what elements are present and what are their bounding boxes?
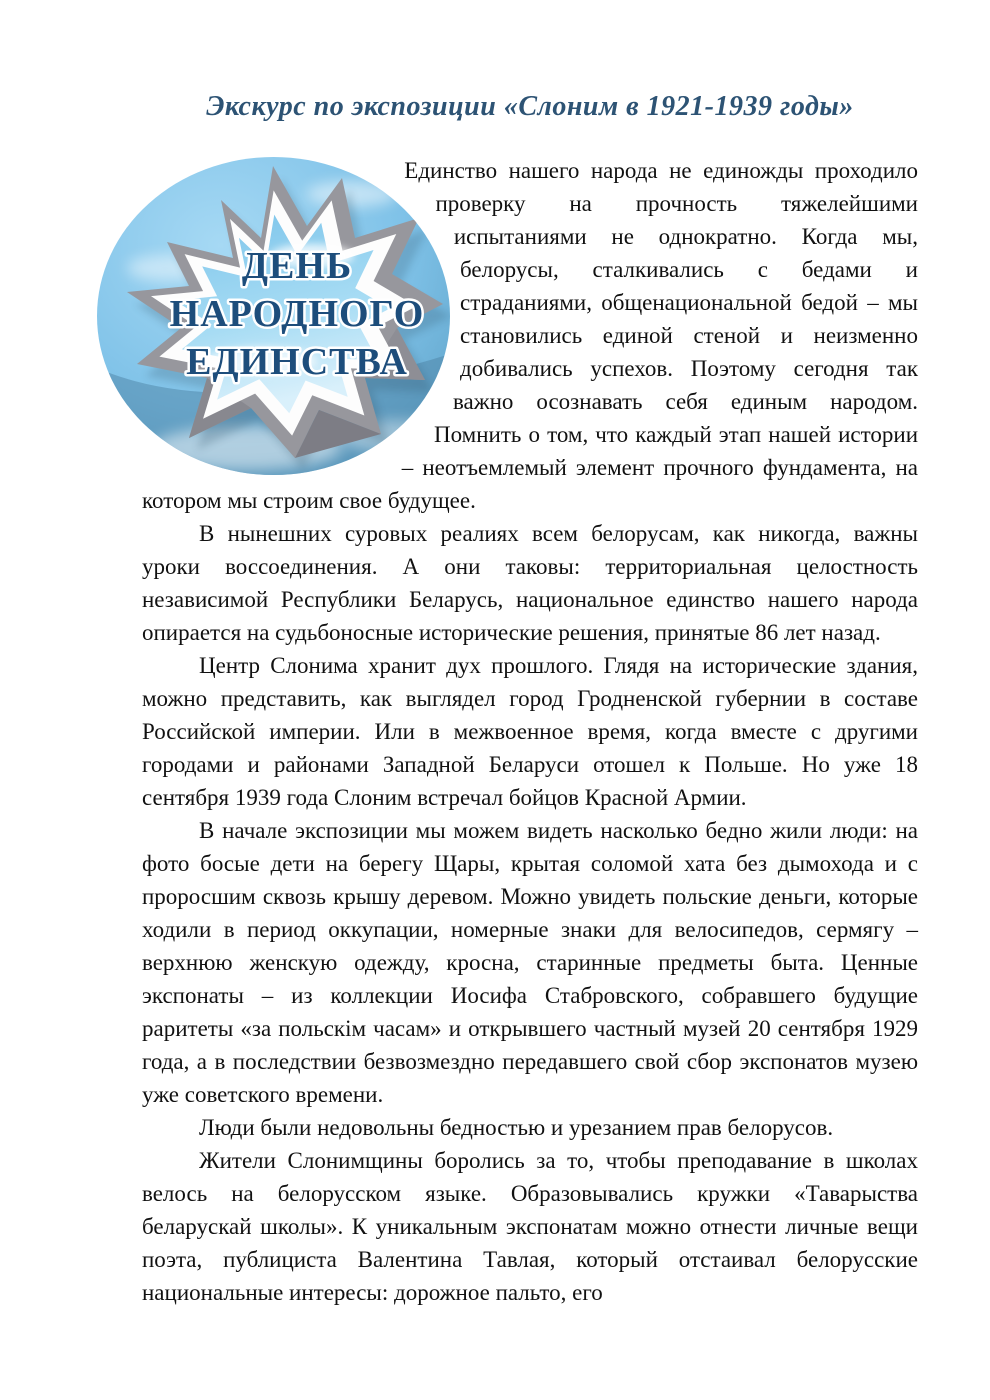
emblem-text-line3: ЕДИНСТВА xyxy=(186,341,408,383)
paragraph-reunification: В нынешних суровых реалиях всем белорусам, как никогда, важны уроки воссоединения. А они таковы: территориальная целостность независимой Республики Беларусь, национальное единство нашего народа опирается на судьбоносные исторические решения, принятые 86 лет назад. xyxy=(142,521,918,645)
paragraph-city-center: Центр Слонима хранит дух прошлого. Глядя на исторические здания, можно представить, как выглядел город Гродненской губернии в составе Российской империи. Или в межвоенное время, когда вместе с другими городами и районами Западной Беларуси отошел к Польше. Но уже 18 сентября 1939 года Слоним встречал бойцов Красной Армии. xyxy=(142,653,918,810)
page-title: Экскурс по экспозиции «Слоним в 1921-1939 годы» xyxy=(206,91,854,122)
national-unity-emblem xyxy=(97,156,450,476)
paragraph-schools: Жители Слонимщины боролись за то, чтобы преподавание в школах велось на белорусском языке. Образовывались кружки «Таварыства беларускай школы». К уникальным экспонатам можно отнести личные вещи поэта, публициста Валентина Тавлая, который отстаивал белорусские национальные интересы: дорожное пальто, его xyxy=(142,1148,918,1305)
document-body xyxy=(142,154,918,1309)
paragraph-discontent: Люди были недовольны бедностью и урезанием прав белорусов. xyxy=(199,1115,834,1140)
paragraph-exposition: В начале экспозиции мы можем видеть насколько бедно жили люди: на фото босые дети на берегу Щары, крытая соломой хата без дымохода и с проросшим сквозь крышу деревом. Можно увидеть польские деньги, которые ходили в период оккупации, номерные знаки для велосипедов, сермягу – верхнюю женскую одежду, кросна, старинные предметы быта. Ценные экспонаты – из коллекции Иосифа Стабровского, собравшего будущие раритеты «за польскім часам» и открывшего частный музей 20 сентября 1929 года, а в последствии безвозмездно передавшего свой сбор экспонатов музею уже советского времени. xyxy=(142,818,918,1107)
national-unity-emblem-image xyxy=(97,156,450,476)
emblem-text-line2: НАРОДНОГО xyxy=(169,293,425,335)
paragraph-intro: Единство нашего народа не единожды проходило проверку на прочность тяжелейшими испытаниями не однократно. Когда мы, белорусы, сталкивались с бедами и страданиями, общенациональной бедой – мы становились единой стеной и неизменно добивались успехов. Поэтому сегодня так важно осознавать себя единым народом. Помнить о том, что каждый этап нашей истории – неотъемлемый элемент прочного фундамента, на котором мы строим свое будущее. xyxy=(142,158,918,513)
emblem-text-line1: ДЕНЬ xyxy=(241,245,353,287)
